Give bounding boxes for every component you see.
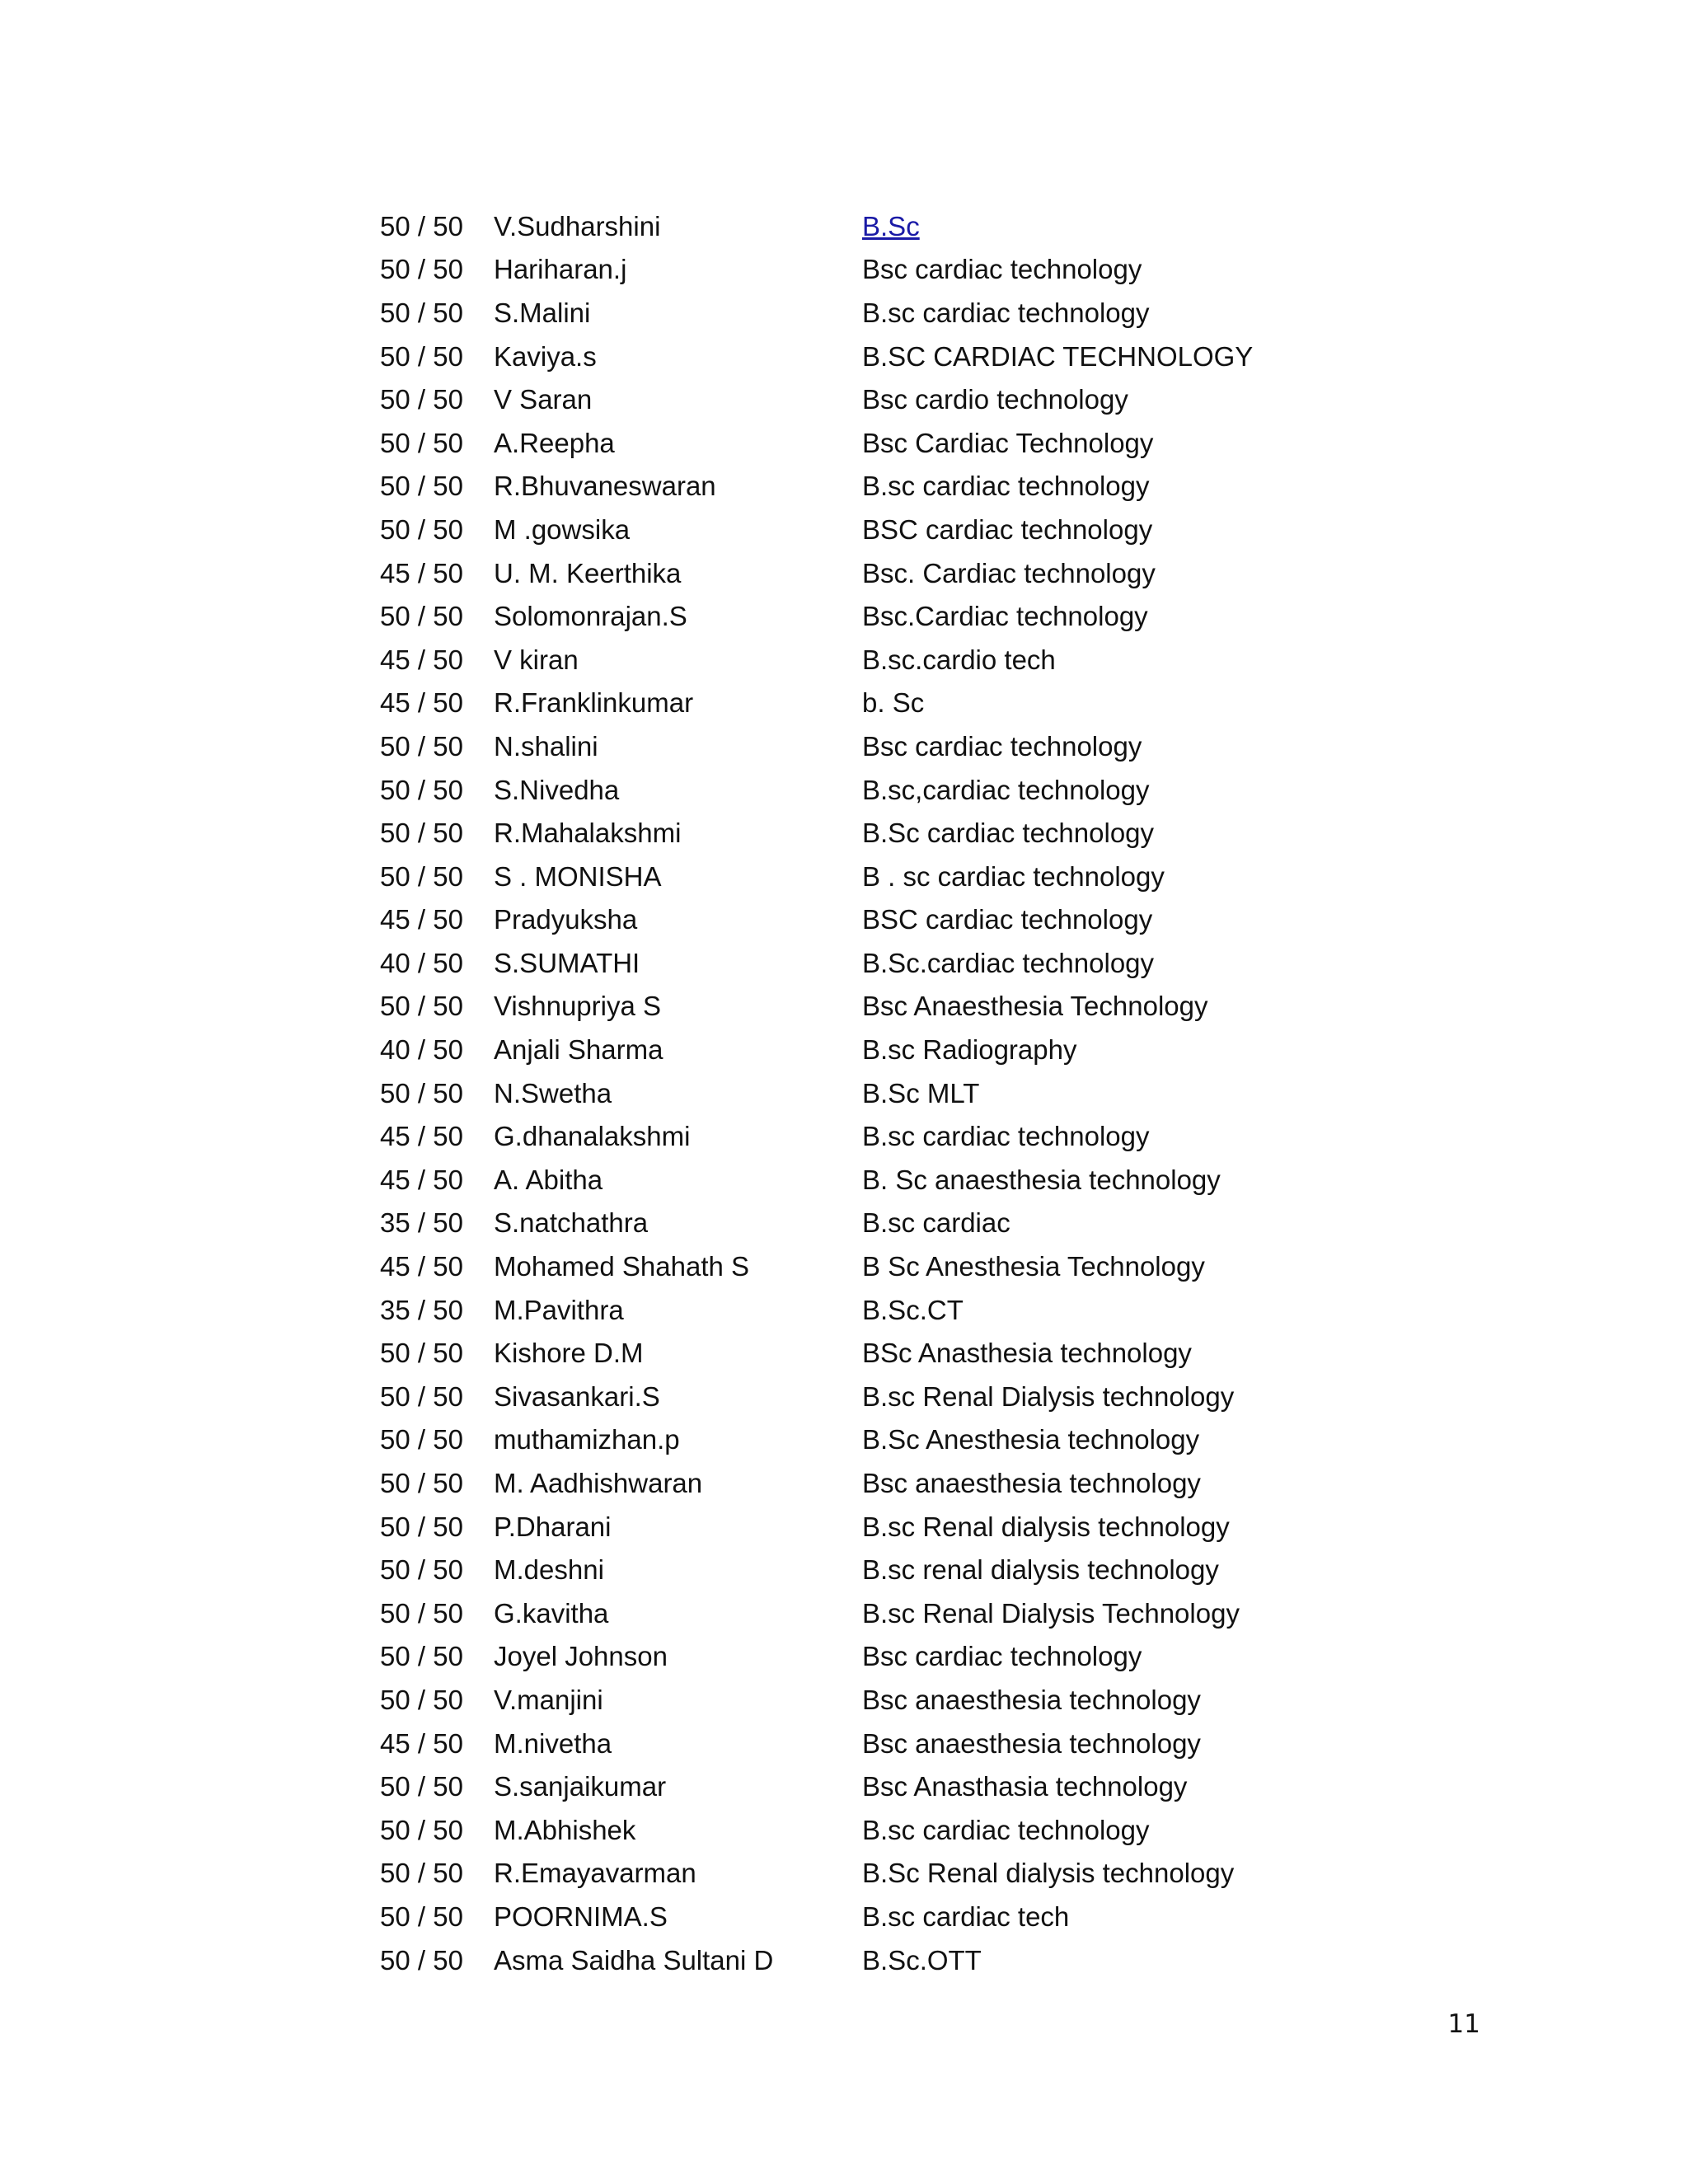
score-cell: 35 / 50 (380, 1207, 463, 1239)
score-cell: 50 / 50 (380, 1858, 463, 1889)
name-cell: M. Aadhishwaran (494, 1468, 703, 1499)
table-row (380, 291, 1253, 335)
table-row (380, 508, 1253, 551)
name-cell: V.Sudharshini (494, 210, 661, 241)
name-cell: M .gowsika (494, 513, 631, 545)
results-body (380, 204, 1253, 1981)
course-cell: Bsc anaesthesia technology (862, 1684, 1201, 1715)
score-cell: 50 / 50 (380, 1511, 463, 1542)
course-cell: B.sc Radiography (862, 1034, 1077, 1066)
name-cell: R.Emayavarman (494, 1858, 696, 1889)
name-cell: M.deshni (494, 1554, 604, 1586)
name-cell: Kishore D.M (494, 1338, 644, 1369)
course-cell: B.sc cardiac technology (862, 1814, 1150, 1845)
name-cell: V Saran (494, 384, 593, 415)
score-cell: 45 / 50 (380, 687, 463, 719)
table-row (380, 1202, 1253, 1245)
course-cell: BSc Anasthesia technology (862, 1338, 1192, 1369)
course-cell: B.Sc Anesthesia technology (862, 1424, 1200, 1455)
name-cell: G.kavitha (494, 1597, 609, 1629)
course-cell: Bsc cardiac technology (862, 1641, 1142, 1672)
course-cell: B. Sc anaesthesia technology (862, 1164, 1221, 1195)
table-row (380, 1852, 1253, 1896)
score-cell: 50 / 50 (380, 513, 463, 545)
name-cell: Anjali Sharma (494, 1034, 663, 1066)
name-cell: S.Malini (494, 297, 591, 328)
score-cell: 50 / 50 (380, 1380, 463, 1412)
results-table (380, 204, 1253, 1981)
score-cell: 50 / 50 (380, 1338, 463, 1369)
table-row (380, 1461, 1253, 1505)
name-cell: G.dhanalakshmi (494, 1121, 691, 1152)
name-cell: A.Reepha (494, 427, 615, 458)
table-row (380, 204, 1253, 248)
course-cell: B.sc cardiac technology (862, 1121, 1150, 1152)
score-cell: 50 / 50 (380, 991, 463, 1022)
score-cell: 50 / 50 (380, 1771, 463, 1802)
table-row (380, 248, 1253, 292)
course-cell: B.Sc.CT (862, 1294, 964, 1325)
name-cell: S.sanjaikumar (494, 1771, 667, 1802)
course-cell: B.sc renal dialysis technology (862, 1554, 1219, 1586)
course-cell: B.sc Renal Dialysis technology (862, 1380, 1235, 1412)
course-cell: B.sc cardiac technology (862, 471, 1150, 502)
table-row (380, 1028, 1253, 1071)
name-cell: N.Swetha (494, 1077, 612, 1108)
name-cell: Sivasankari.S (494, 1380, 660, 1412)
name-cell: M.Abhishek (494, 1814, 636, 1845)
table-row (380, 682, 1253, 725)
score-cell: 50 / 50 (380, 384, 463, 415)
score-cell: 45 / 50 (380, 557, 463, 588)
course-cell: Bsc cardiac technology (862, 254, 1142, 285)
table-row (380, 941, 1253, 985)
table-row (380, 768, 1253, 812)
table-row (380, 1722, 1253, 1765)
score-cell: 50 / 50 (380, 1684, 463, 1715)
score-cell: 45 / 50 (380, 904, 463, 935)
score-cell: 50 / 50 (380, 860, 463, 892)
score-cell: 50 / 50 (380, 818, 463, 849)
course-cell: B.Sc Renal dialysis technology (862, 1858, 1235, 1889)
table-row (380, 898, 1253, 942)
course-cell: B.sc.cardio tech (862, 644, 1056, 675)
table-row (380, 1418, 1253, 1462)
table-row (380, 551, 1253, 595)
score-cell: 50 / 50 (380, 1468, 463, 1499)
score-cell: 40 / 50 (380, 947, 463, 978)
course-cell: BSC cardiac technology (862, 513, 1153, 545)
name-cell: R.Franklinkumar (494, 687, 694, 719)
course-cell: B . sc cardiac technology (862, 860, 1165, 892)
table-row (380, 985, 1253, 1029)
score-cell: 50 / 50 (380, 1900, 463, 1932)
course-cell (862, 204, 1253, 248)
name-cell: V kiran (494, 644, 579, 675)
table-row (380, 1678, 1253, 1722)
name-cell: N.shalini (494, 730, 598, 762)
course-cell: B.sc cardiac technology (862, 297, 1150, 328)
table-row (380, 1548, 1253, 1591)
name-cell: A. Abitha (494, 1164, 603, 1195)
name-cell: S.Nivedha (494, 774, 620, 805)
course-cell: B.sc,cardiac technology (862, 774, 1150, 805)
score-cell: 45 / 50 (380, 1727, 463, 1759)
name-cell: U. M. Keerthika (494, 557, 682, 588)
table-row (380, 1635, 1253, 1679)
table-row (380, 1071, 1253, 1115)
course-cell: Bsc anaesthesia technology (862, 1727, 1201, 1759)
course-cell: B.sc cardiac tech (862, 1900, 1070, 1932)
course-cell: Bsc cardiac technology (862, 730, 1142, 762)
name-cell: Hariharan.j (494, 254, 627, 285)
table-row (380, 335, 1253, 378)
name-cell: Kaviya.s (494, 340, 597, 372)
name-cell: Pradyuksha (494, 904, 638, 935)
score-cell: 35 / 50 (380, 1294, 463, 1325)
score-cell: 50 / 50 (380, 1944, 463, 1975)
course-cell: B.Sc.cardiac technology (862, 947, 1155, 978)
course-cell: Bsc anaesthesia technology (862, 1468, 1201, 1499)
name-cell: P.Dharani (494, 1511, 612, 1542)
name-cell: Asma Saidha Sultani D (494, 1944, 774, 1975)
course-cell: b. Sc (862, 687, 925, 719)
course-cell: B Sc Anesthesia Technology (862, 1251, 1205, 1282)
score-cell: 45 / 50 (380, 1164, 463, 1195)
score-cell: 45 / 50 (380, 644, 463, 675)
course-link[interactable]: B.Sc (862, 210, 920, 241)
page-number: 11 (1447, 2009, 1480, 2039)
score-cell: 40 / 50 (380, 1034, 463, 1066)
name-cell: S.SUMATHI (494, 947, 640, 978)
table-row (380, 855, 1253, 898)
course-cell: B.sc Renal dialysis technology (862, 1511, 1230, 1542)
score-cell: 50 / 50 (380, 427, 463, 458)
name-cell: Joyel Johnson (494, 1641, 668, 1672)
course-cell: B.Sc cardiac technology (862, 818, 1155, 849)
score-cell: 50 / 50 (380, 471, 463, 502)
name-cell: R.Bhuvaneswaran (494, 471, 716, 502)
name-cell: muthamizhan.p (494, 1424, 680, 1455)
table-row (380, 1591, 1253, 1635)
course-cell: Bsc.Cardiac technology (862, 601, 1148, 632)
table-row (380, 1158, 1253, 1202)
name-cell: Solomonrajan.S (494, 601, 687, 632)
course-cell: B.sc Renal Dialysis Technology (862, 1597, 1240, 1629)
score-cell: 50 / 50 (380, 1077, 463, 1108)
table-row (380, 1244, 1253, 1288)
score-cell: 50 / 50 (380, 1641, 463, 1672)
table-row (380, 1331, 1253, 1375)
score-cell: 50 / 50 (380, 297, 463, 328)
score-cell: 50 / 50 (380, 1554, 463, 1586)
course-cell: B.Sc.OTT (862, 1944, 982, 1975)
score-cell: 50 / 50 (380, 210, 463, 241)
score-cell: 50 / 50 (380, 730, 463, 762)
name-cell: Vishnupriya S (494, 991, 662, 1022)
table-row (380, 1808, 1253, 1852)
score-cell: 45 / 50 (380, 1251, 463, 1282)
score-cell: 50 / 50 (380, 340, 463, 372)
course-cell: Bsc Anasthasia technology (862, 1771, 1188, 1802)
table-row (380, 1765, 1253, 1808)
table-row (380, 724, 1253, 768)
name-cell: POORNIMA.S (494, 1900, 668, 1932)
course-cell: Bsc Cardiac Technology (862, 427, 1154, 458)
table-row (380, 421, 1253, 465)
name-cell: V.manjini (494, 1684, 603, 1715)
name-cell: S . MONISHA (494, 860, 662, 892)
name-cell: M.nivetha (494, 1727, 612, 1759)
course-cell: BSC cardiac technology (862, 904, 1153, 935)
course-cell: B.SC CARDIAC TECHNOLOGY (862, 340, 1254, 372)
score-cell: 50 / 50 (380, 254, 463, 285)
table-row (380, 1375, 1253, 1418)
table-row (380, 594, 1253, 638)
table-row (380, 377, 1253, 421)
course-cell: B.Sc MLT (862, 1077, 980, 1108)
score-cell: 50 / 50 (380, 1597, 463, 1629)
name-cell: S.natchathra (494, 1207, 649, 1239)
score-cell: 50 / 50 (380, 774, 463, 805)
table-row (380, 638, 1253, 682)
table-row (380, 1938, 1253, 1982)
score-cell: 45 / 50 (380, 1121, 463, 1152)
table-row (380, 1505, 1253, 1549)
course-cell: Bsc Anaesthesia Technology (862, 991, 1208, 1022)
name-cell: M.Pavithra (494, 1294, 624, 1325)
course-cell: Bsc. Cardiac technology (862, 557, 1156, 588)
course-cell: Bsc cardio technology (862, 384, 1128, 415)
table-row (380, 465, 1253, 509)
table-row (380, 1895, 1253, 1938)
table-row (380, 1114, 1253, 1158)
score-cell: 50 / 50 (380, 601, 463, 632)
score-cell: 50 / 50 (380, 1814, 463, 1845)
name-cell: Mohamed Shahath S (494, 1251, 750, 1282)
name-cell: R.Mahalakshmi (494, 818, 682, 849)
course-cell: B.sc cardiac (862, 1207, 1010, 1239)
score-cell: 50 / 50 (380, 1424, 463, 1455)
table-row (380, 1288, 1253, 1332)
table-row (380, 811, 1253, 855)
